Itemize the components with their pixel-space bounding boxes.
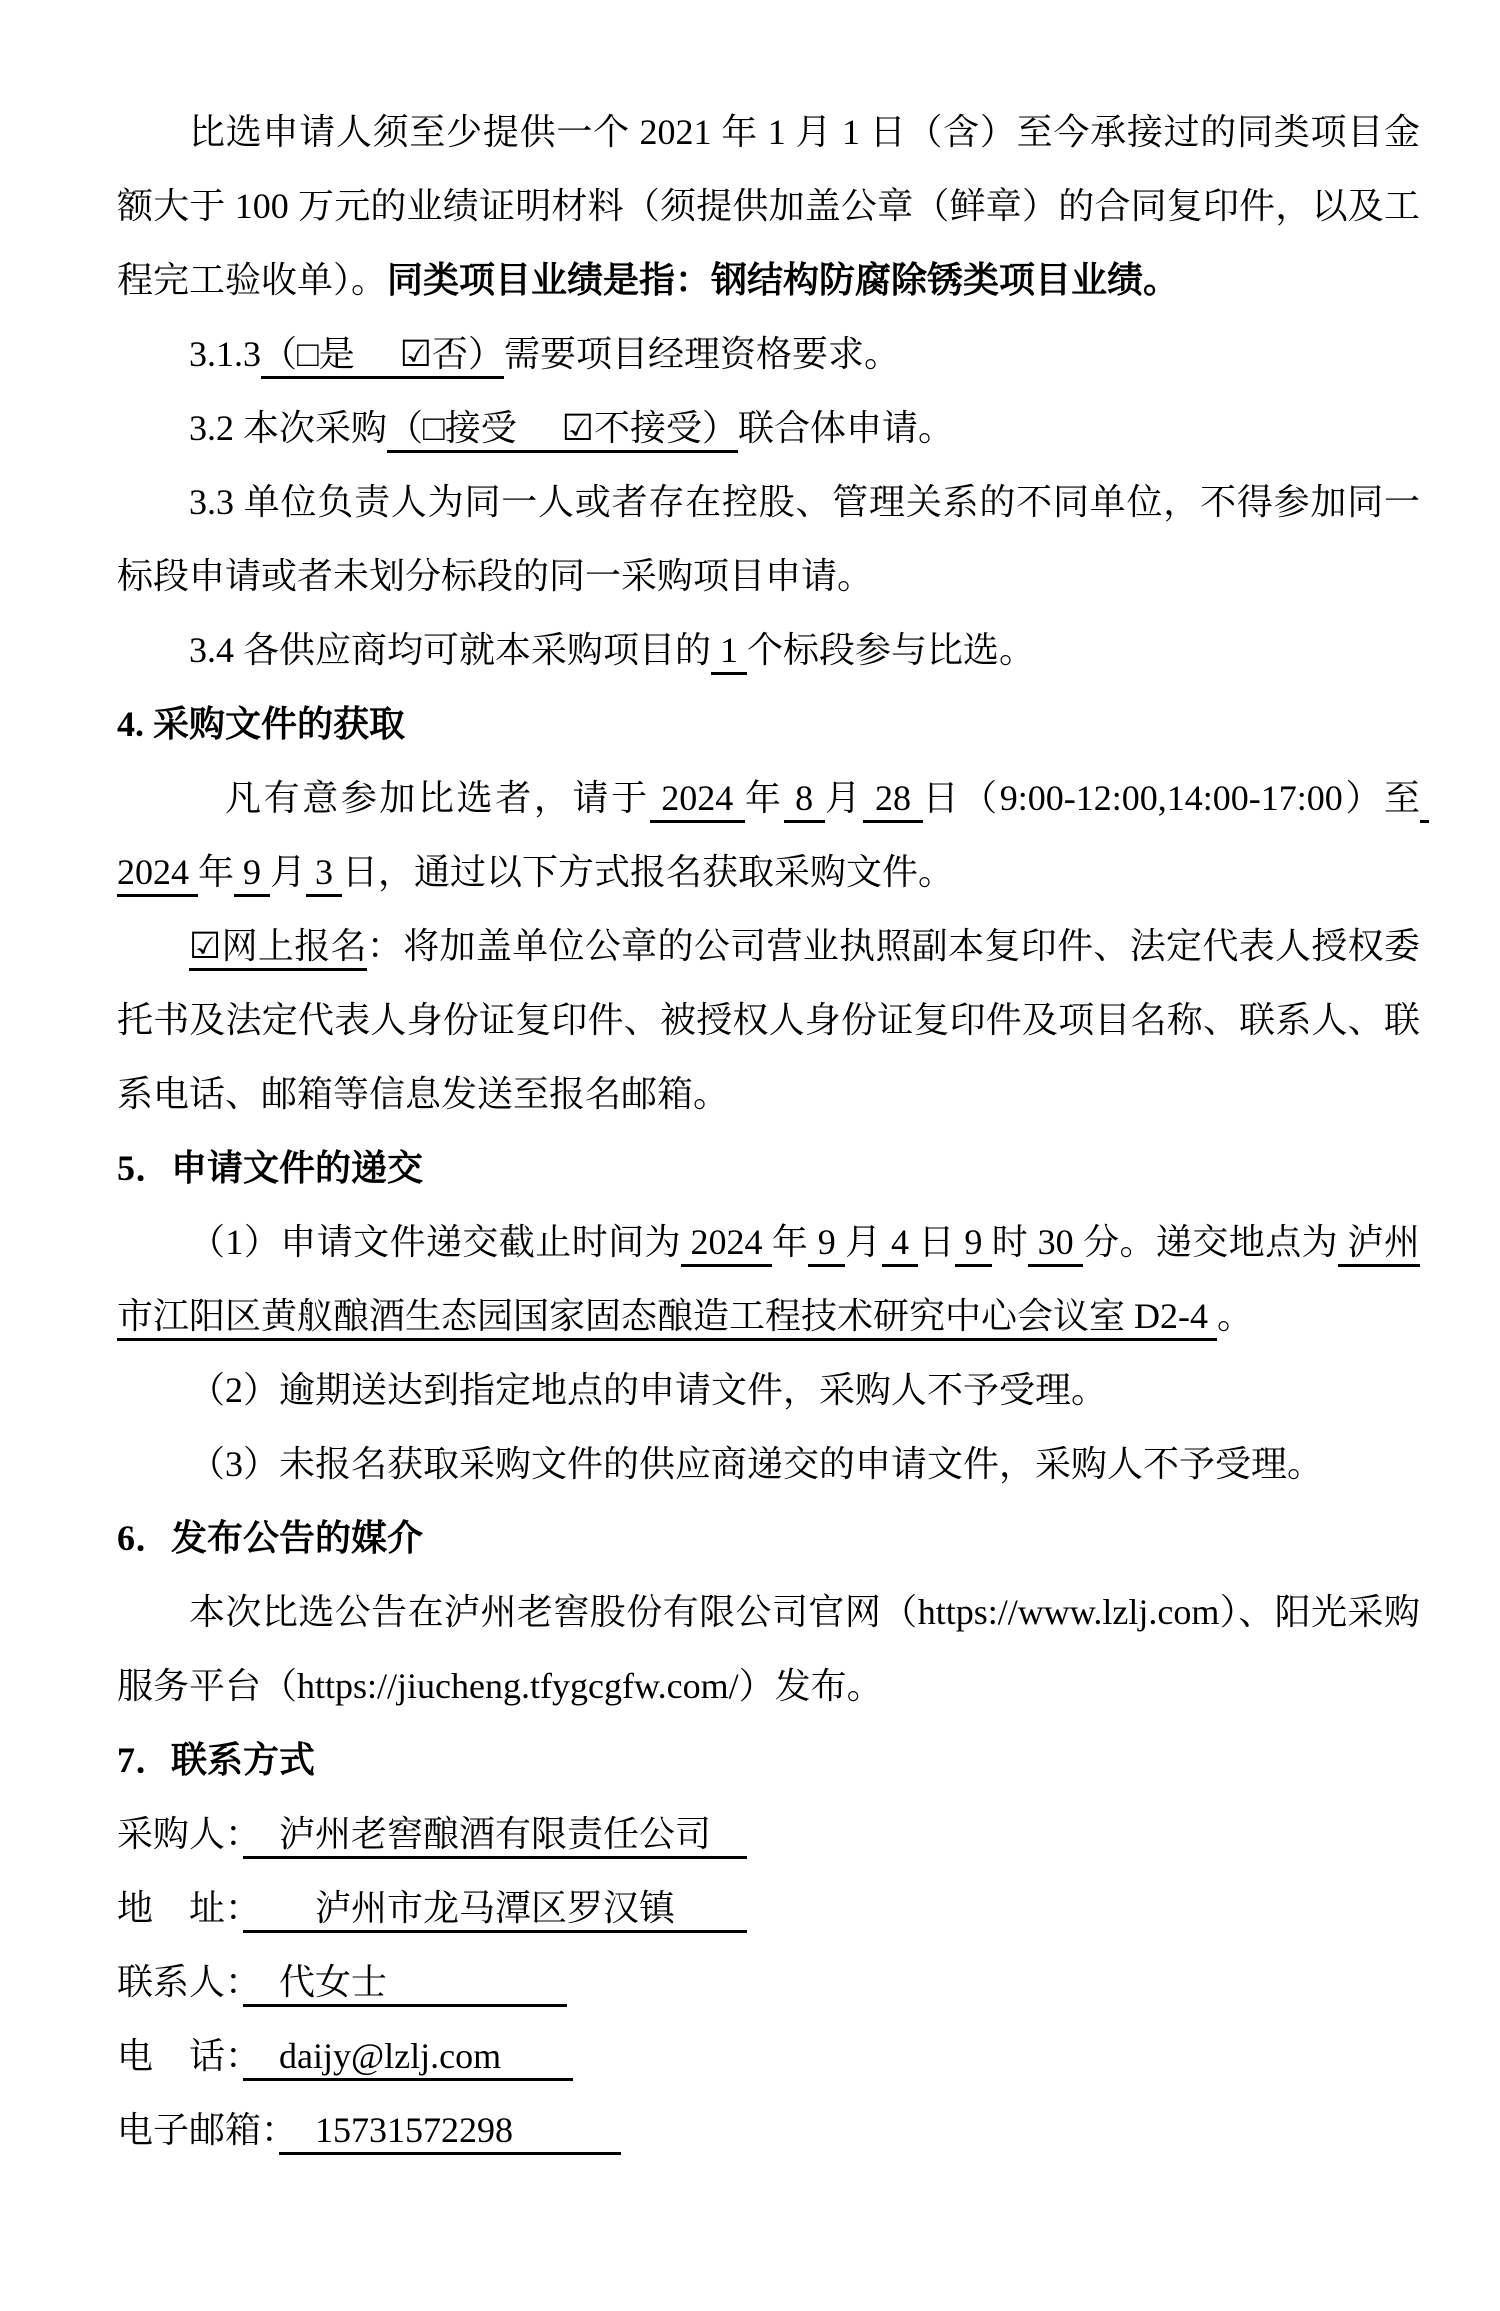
email-value-underlined: 15731572298 (279, 2110, 621, 2155)
clause-text: 3.3 单位负责人为同一人或者存在控股、管理关系的不同单位，不得参加同一标段申请或者未划分标段的同一采购项目申请。 (117, 482, 1420, 596)
deadline-month-underlined: 9 (808, 1222, 845, 1267)
email-label: 电子邮箱： (117, 2110, 280, 2150)
registration-tail: 日，通过以下方式报名获取采购文件。 (342, 852, 955, 892)
person-value-underlined: 代女士 (243, 1962, 567, 2007)
heading-text: 7．联系方式 (117, 1740, 316, 1780)
clause-number: 3.1.3 (189, 334, 261, 374)
clause-3-2 (117, 391, 1420, 465)
label-hour: 时 (991, 1222, 1029, 1262)
clause-3-4 (117, 613, 1420, 687)
end-month-underlined: 9 (234, 852, 270, 897)
online-registration-text: ：将加盖单位公章的公司营业执照副本复印件、法定代表人授权委托书及法定代表人身份证复印件、被授权人身份证复印件及项目名称、联系人、联系电话、邮箱等信息发送至报名邮箱。 (117, 926, 1420, 1114)
label-day: 日 (918, 1222, 955, 1262)
document-page (117, 95, 1429, 2167)
clause-text: （3）未报名获取采购文件的供应商递交的申请文件，采购人不予受理。 (189, 1444, 1324, 1484)
clause-3-3 (117, 465, 1420, 613)
contact-email (117, 2093, 1420, 2167)
address-label: 地 址： (117, 1888, 244, 1928)
deadline-intro: （1）申请文件递交截止时间为 (189, 1222, 682, 1262)
lot-count-underlined: 1 (711, 630, 747, 675)
address-value-underlined: 泸州市龙马潭区罗汉镇 (243, 1888, 747, 1933)
label-year: 年 (744, 778, 784, 818)
paragraph-online-registration (117, 909, 1420, 1131)
purchaser-value-underlined: 泸州老窖酿酒有限责任公司 (243, 1814, 747, 1859)
deadline-hour-underlined: 9 (955, 1222, 992, 1267)
clause-5-1 (117, 1205, 1420, 1353)
heading-section-4 (117, 687, 1420, 761)
delivery-place-intro: 分。递交地点为 (1083, 1222, 1339, 1262)
clause-3-1-3 (117, 317, 1420, 391)
clause-text-tail: 联合体申请。 (738, 408, 955, 448)
clause-text: （2）逾期送达到指定地点的申请文件，采购人不予受理。 (189, 1370, 1108, 1410)
end-day-underlined: 3 (306, 852, 342, 897)
contact-purchaser (117, 1797, 1420, 1871)
clause-text: 需要项目经理资格要求。 (504, 334, 901, 374)
heading-text: 6．发布公告的媒介 (117, 1518, 424, 1558)
clause-text: 3.4 各供应商均可就本采购项目的 (189, 630, 712, 670)
heading-text: 4. 采购文件的获取 (117, 704, 406, 744)
heading-text: 5．申请文件的递交 (117, 1148, 424, 1188)
phone-label: 电 话： (117, 2036, 244, 2076)
checkbox-group-yes-no: （□是 ☑否） (261, 334, 504, 379)
clause-5-2 (117, 1353, 1420, 1427)
person-label: 联系人： (117, 1962, 244, 2002)
deadline-minute-underlined: 30 (1028, 1222, 1083, 1267)
deadline-year-underlined: 2024 (681, 1222, 772, 1267)
performance-definition-bold: 同类项目业绩是指：钢结构防腐除锈类项目业绩。 (387, 260, 1180, 300)
checkbox-group-accept: （□接受 ☑不接受） (387, 408, 738, 453)
contact-address (117, 1871, 1420, 1945)
announcement-media-text: 本次比选公告在泸州老窖股份有限公司官网（https://www.lzlj.com）、阳光采购服务平台（https://jiucheng.tfygcgfw.com/）发布。 (117, 1592, 1420, 1706)
heading-section-5 (117, 1131, 1420, 1205)
end-year-underlined: 2024 (117, 778, 1429, 897)
clause-text: 3.2 本次采购 (189, 408, 388, 448)
clause-text-tail: 个标段参与比选。 (747, 630, 1036, 670)
contact-phone (117, 2019, 1420, 2093)
label-year: 年 (771, 1222, 809, 1262)
deadline-day-underlined: 4 (882, 1222, 919, 1267)
label-month: 月 (824, 778, 864, 818)
label-month-2: 月 (270, 852, 307, 892)
label-year-2: 年 (198, 852, 235, 892)
start-day-underlined: 28 (863, 778, 922, 823)
clause-5-3 (117, 1427, 1420, 1501)
contact-person (117, 1945, 1420, 2019)
phone-value-underlined: daijy@lzlj.com (243, 2036, 573, 2081)
time-window-text: 日（9:00-12:00,14:00-17:00）至 (922, 778, 1420, 818)
purchaser-label: 采购人： (117, 1814, 244, 1854)
start-month-underlined: 8 (784, 778, 825, 823)
delivery-place-underlined: 泸州市江阳区黄舣酿酒生态园国家固态酿造工程技术研究中心会议室 D2-4 (117, 1222, 1420, 1341)
registration-intro: 凡有意参加比选者，请于 (225, 778, 650, 818)
paragraph-performance-requirement (117, 95, 1420, 317)
heading-section-6 (117, 1501, 1420, 1575)
paragraph-registration-period (117, 761, 1429, 909)
heading-section-7 (117, 1723, 1420, 1797)
paragraph-announcement-media (117, 1575, 1420, 1723)
start-year-underlined: 2024 (650, 778, 745, 823)
performance-requirement-text: 比选申请人须至少提供一个 2021 年 1 月 1 日（含）至今承接过的同类项目金额大于 100 万元的业绩证明材料（须提供加盖公章（鲜章）的合同复印件，以及工程完工验收单）。 (117, 112, 1420, 300)
sentence-end: 。 (1217, 1296, 1254, 1336)
label-month: 月 (845, 1222, 882, 1262)
online-registration-label-underlined: ☑网上报名 (189, 926, 367, 971)
